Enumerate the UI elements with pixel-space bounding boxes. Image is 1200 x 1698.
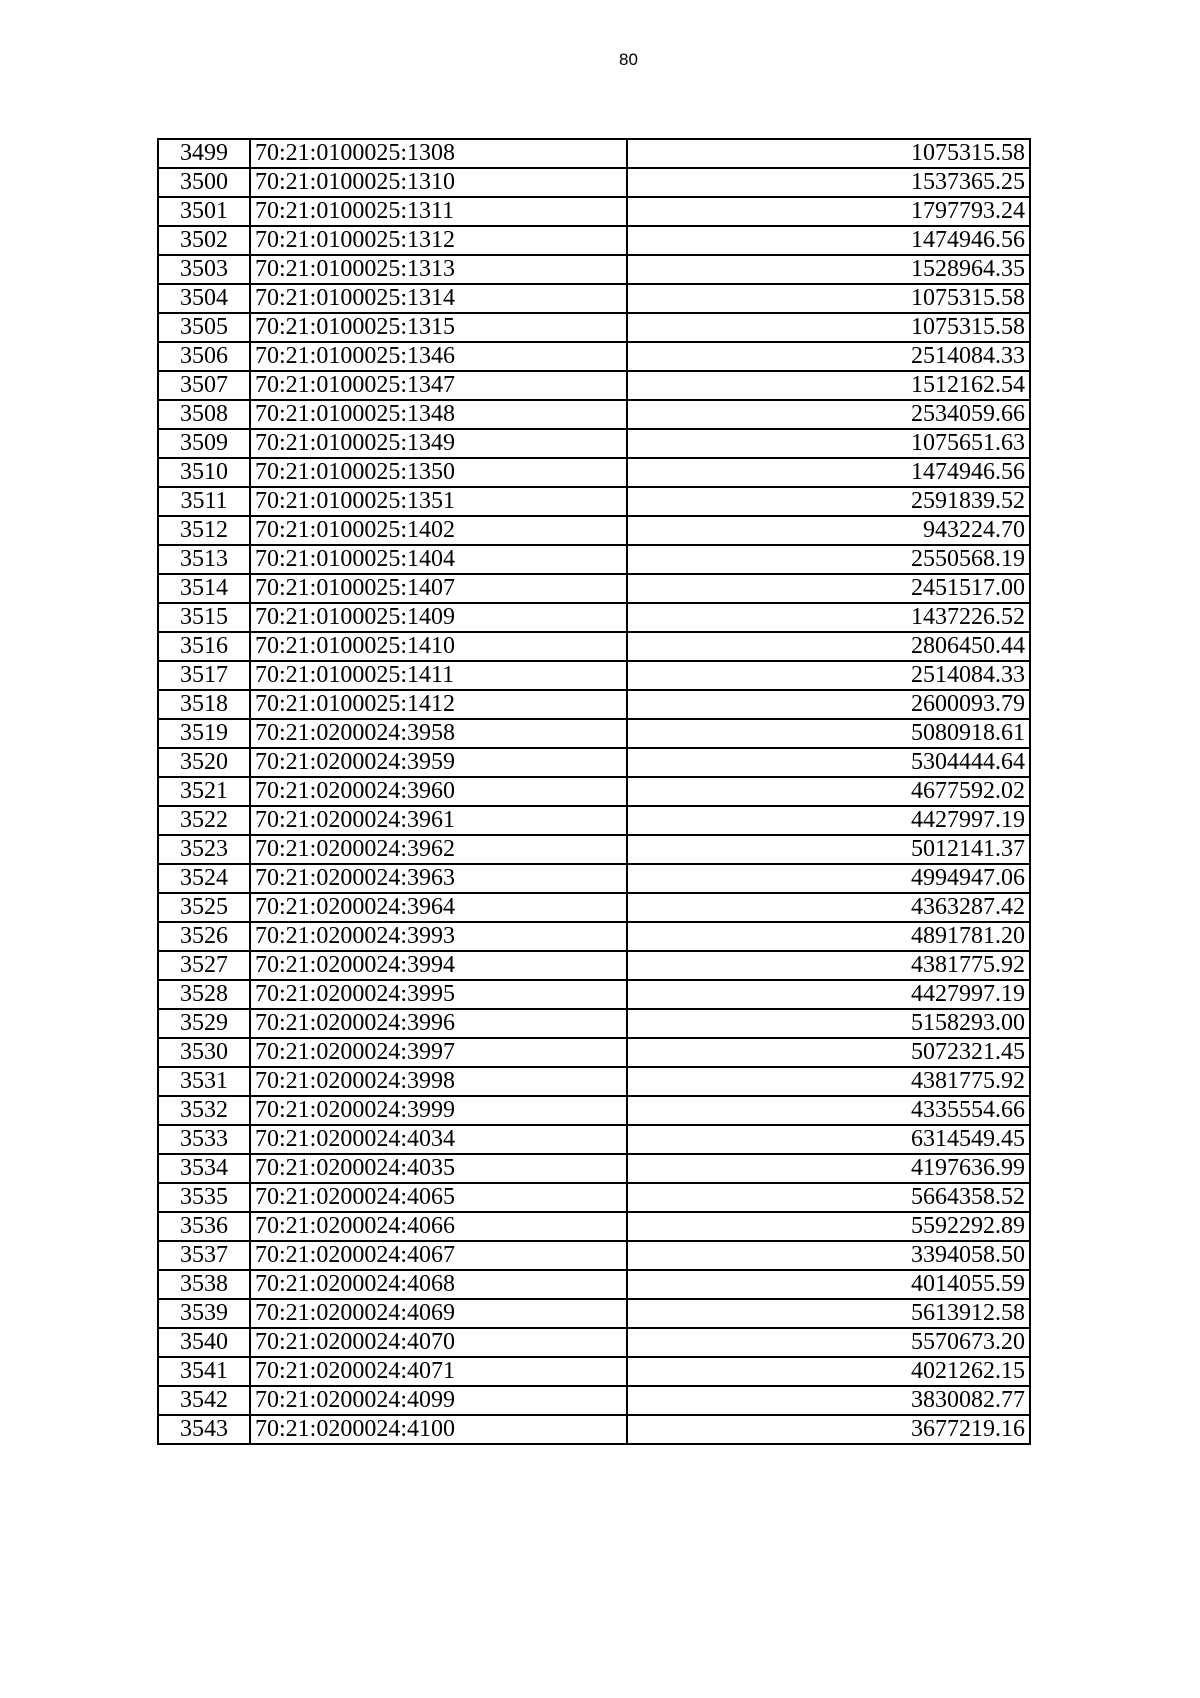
table-row (158, 1125, 1030, 1154)
cadastral-number: 70:21:0200024:4067 (250, 1241, 627, 1270)
row-number: 3502 (158, 226, 250, 255)
table-row (158, 255, 1030, 284)
cadastral-value: 4197636.99 (627, 1154, 1030, 1183)
row-number: 3510 (158, 458, 250, 487)
row-number: 3529 (158, 1009, 250, 1038)
cadastral-value: 2534059.66 (627, 400, 1030, 429)
cadastral-value: 2451517.00 (627, 574, 1030, 603)
row-number: 3534 (158, 1154, 250, 1183)
row-number: 3530 (158, 1038, 250, 1067)
table-row (158, 1067, 1030, 1096)
row-number: 3525 (158, 893, 250, 922)
cadastral-number: 70:21:0200024:4065 (250, 1183, 627, 1212)
cadastral-number: 70:21:0100025:1348 (250, 400, 627, 429)
row-number: 3522 (158, 806, 250, 835)
row-number: 3527 (158, 951, 250, 980)
cadastral-value: 1797793.24 (627, 197, 1030, 226)
row-number: 3518 (158, 690, 250, 719)
cadastral-number: 70:21:0100025:1409 (250, 603, 627, 632)
cadastral-value: 1474946.56 (627, 458, 1030, 487)
row-number: 3508 (158, 400, 250, 429)
cadastral-number: 70:21:0100025:1349 (250, 429, 627, 458)
cadastral-number: 70:21:0200024:3995 (250, 980, 627, 1009)
row-number: 3507 (158, 371, 250, 400)
cadastral-number: 70:21:0200024:4099 (250, 1386, 627, 1415)
cadastral-number: 70:21:0100025:1350 (250, 458, 627, 487)
row-number: 3512 (158, 516, 250, 545)
table-row (158, 980, 1030, 1009)
cadastral-value: 1537365.25 (627, 168, 1030, 197)
table-body (158, 139, 1030, 1444)
cadastral-value: 5012141.37 (627, 835, 1030, 864)
table-row (158, 1009, 1030, 1038)
row-number: 3523 (158, 835, 250, 864)
cadastral-value: 5080918.61 (627, 719, 1030, 748)
cadastral-number: 70:21:0200024:3961 (250, 806, 627, 835)
cadastral-number: 70:21:0200024:3996 (250, 1009, 627, 1038)
table-row (158, 545, 1030, 574)
cadastral-number: 70:21:0100025:1351 (250, 487, 627, 516)
cadastral-value: 1075315.58 (627, 139, 1030, 168)
cadastral-value: 5158293.00 (627, 1009, 1030, 1038)
table-row (158, 1241, 1030, 1270)
cadastral-number: 70:21:0200024:4034 (250, 1125, 627, 1154)
row-number: 3524 (158, 864, 250, 893)
row-number: 3538 (158, 1270, 250, 1299)
cadastral-number: 70:21:0100025:1407 (250, 574, 627, 603)
cadastral-value: 1512162.54 (627, 371, 1030, 400)
row-number: 3509 (158, 429, 250, 458)
table-row (158, 371, 1030, 400)
row-number: 3516 (158, 632, 250, 661)
cadastral-number: 70:21:0100025:1312 (250, 226, 627, 255)
row-number: 3515 (158, 603, 250, 632)
cadastral-value: 2600093.79 (627, 690, 1030, 719)
cadastral-value: 3677219.16 (627, 1415, 1030, 1444)
cadastral-value: 1075651.63 (627, 429, 1030, 458)
cadastral-number: 70:21:0100025:1402 (250, 516, 627, 545)
row-number: 3519 (158, 719, 250, 748)
cadastral-number: 70:21:0200024:3997 (250, 1038, 627, 1067)
cadastral-number: 70:21:0200024:3994 (250, 951, 627, 980)
cadastral-value: 4427997.19 (627, 980, 1030, 1009)
table-row (158, 1299, 1030, 1328)
table-row (158, 1212, 1030, 1241)
cadastral-number: 70:21:0100025:1347 (250, 371, 627, 400)
cadastral-value: 3394058.50 (627, 1241, 1030, 1270)
cadastral-number: 70:21:0200024:3993 (250, 922, 627, 951)
row-number: 3531 (158, 1067, 250, 1096)
row-number: 3514 (158, 574, 250, 603)
cadastral-value: 5613912.58 (627, 1299, 1030, 1328)
table-row (158, 690, 1030, 719)
cadastral-value: 4381775.92 (627, 1067, 1030, 1096)
cadastral-number: 70:21:0100025:1404 (250, 545, 627, 574)
cadastral-value: 4335554.66 (627, 1096, 1030, 1125)
cadastral-value: 2591839.52 (627, 487, 1030, 516)
cadastral-value: 4891781.20 (627, 922, 1030, 951)
table-row (158, 168, 1030, 197)
cadastral-number: 70:21:0200024:3958 (250, 719, 627, 748)
cadastral-value: 2514084.33 (627, 661, 1030, 690)
cadastral-value: 4381775.92 (627, 951, 1030, 980)
cadastral-number: 70:21:0100025:1411 (250, 661, 627, 690)
cadastral-value: 1075315.58 (627, 313, 1030, 342)
cadastral-value: 5664358.52 (627, 1183, 1030, 1212)
cadastral-value: 3830082.77 (627, 1386, 1030, 1415)
table-row (158, 806, 1030, 835)
cadastral-value-table (157, 138, 1031, 1445)
row-number: 3542 (158, 1386, 250, 1415)
row-number: 3533 (158, 1125, 250, 1154)
cadastral-number: 70:21:0100025:1311 (250, 197, 627, 226)
row-number: 3505 (158, 313, 250, 342)
row-number: 3503 (158, 255, 250, 284)
cadastral-value: 4363287.42 (627, 893, 1030, 922)
table-row (158, 1183, 1030, 1212)
cadastral-number: 70:21:0100025:1314 (250, 284, 627, 313)
cadastral-value: 4677592.02 (627, 777, 1030, 806)
table-row (158, 458, 1030, 487)
table-row (158, 864, 1030, 893)
table-row (158, 487, 1030, 516)
cadastral-number: 70:21:0200024:4068 (250, 1270, 627, 1299)
table-row (158, 313, 1030, 342)
table-row (158, 748, 1030, 777)
table-row (158, 1328, 1030, 1357)
cadastral-value: 943224.70 (627, 516, 1030, 545)
row-number: 3506 (158, 342, 250, 371)
cadastral-value: 2806450.44 (627, 632, 1030, 661)
table-row (158, 516, 1030, 545)
row-number: 3528 (158, 980, 250, 1009)
table-row (158, 835, 1030, 864)
table-row (158, 1270, 1030, 1299)
cadastral-number: 70:21:0100025:1346 (250, 342, 627, 371)
cadastral-value: 6314549.45 (627, 1125, 1030, 1154)
row-number: 3513 (158, 545, 250, 574)
cadastral-value: 5304444.64 (627, 748, 1030, 777)
row-number: 3500 (158, 168, 250, 197)
row-number: 3536 (158, 1212, 250, 1241)
cadastral-number: 70:21:0100025:1412 (250, 690, 627, 719)
table-row (158, 574, 1030, 603)
cadastral-number: 70:21:0200024:4100 (250, 1415, 627, 1444)
cadastral-number: 70:21:0200024:4035 (250, 1154, 627, 1183)
table-row (158, 777, 1030, 806)
table-row (158, 139, 1030, 168)
cadastral-value: 4994947.06 (627, 864, 1030, 893)
row-number: 3511 (158, 487, 250, 516)
row-number: 3532 (158, 1096, 250, 1125)
cadastral-value: 4014055.59 (627, 1270, 1030, 1299)
cadastral-number: 70:21:0200024:4066 (250, 1212, 627, 1241)
row-number: 3521 (158, 777, 250, 806)
cadastral-value: 1075315.58 (627, 284, 1030, 313)
row-number: 3541 (158, 1357, 250, 1386)
table-row (158, 893, 1030, 922)
table-row (158, 400, 1030, 429)
row-number: 3520 (158, 748, 250, 777)
cadastral-value: 4427997.19 (627, 806, 1030, 835)
table-row (158, 1096, 1030, 1125)
row-number: 3539 (158, 1299, 250, 1328)
row-number: 3535 (158, 1183, 250, 1212)
cadastral-value: 2514084.33 (627, 342, 1030, 371)
table-row (158, 603, 1030, 632)
cadastral-number: 70:21:0200024:3960 (250, 777, 627, 806)
table-row (158, 429, 1030, 458)
cadastral-number: 70:21:0200024:3998 (250, 1067, 627, 1096)
cadastral-number: 70:21:0100025:1308 (250, 139, 627, 168)
table-row (158, 1154, 1030, 1183)
cadastral-number: 70:21:0200024:4069 (250, 1299, 627, 1328)
row-number: 3526 (158, 922, 250, 951)
cadastral-number: 70:21:0100025:1310 (250, 168, 627, 197)
table-row (158, 632, 1030, 661)
row-number: 3517 (158, 661, 250, 690)
page-number: 80 (619, 50, 638, 69)
table-row (158, 1386, 1030, 1415)
cadastral-number: 70:21:0200024:4071 (250, 1357, 627, 1386)
row-number: 3543 (158, 1415, 250, 1444)
cadastral-number: 70:21:0100025:1410 (250, 632, 627, 661)
cadastral-number: 70:21:0200024:3999 (250, 1096, 627, 1125)
row-number: 3501 (158, 197, 250, 226)
table-row (158, 284, 1030, 313)
cadastral-number: 70:21:0200024:3962 (250, 835, 627, 864)
table-row (158, 1415, 1030, 1444)
cadastral-value: 5592292.89 (627, 1212, 1030, 1241)
table-row (158, 951, 1030, 980)
row-number: 3504 (158, 284, 250, 313)
cadastral-number: 70:21:0200024:4070 (250, 1328, 627, 1357)
cadastral-number: 70:21:0200024:3959 (250, 748, 627, 777)
cadastral-value: 1437226.52 (627, 603, 1030, 632)
table-row (158, 1038, 1030, 1067)
table-row (158, 1357, 1030, 1386)
table-row (158, 922, 1030, 951)
row-number: 3540 (158, 1328, 250, 1357)
cadastral-number: 70:21:0100025:1313 (250, 255, 627, 284)
table-row (158, 197, 1030, 226)
cadastral-number: 70:21:0100025:1315 (250, 313, 627, 342)
cadastral-value: 2550568.19 (627, 545, 1030, 574)
table-row (158, 661, 1030, 690)
row-number: 3537 (158, 1241, 250, 1270)
cadastral-value: 5072321.45 (627, 1038, 1030, 1067)
table-row (158, 719, 1030, 748)
cadastral-value: 1474946.56 (627, 226, 1030, 255)
table-row (158, 226, 1030, 255)
cadastral-number: 70:21:0200024:3964 (250, 893, 627, 922)
cadastral-number: 70:21:0200024:3963 (250, 864, 627, 893)
cadastral-value: 1528964.35 (627, 255, 1030, 284)
cadastral-value: 5570673.20 (627, 1328, 1030, 1357)
table-row (158, 342, 1030, 371)
cadastral-value: 4021262.15 (627, 1357, 1030, 1386)
row-number: 3499 (158, 139, 250, 168)
